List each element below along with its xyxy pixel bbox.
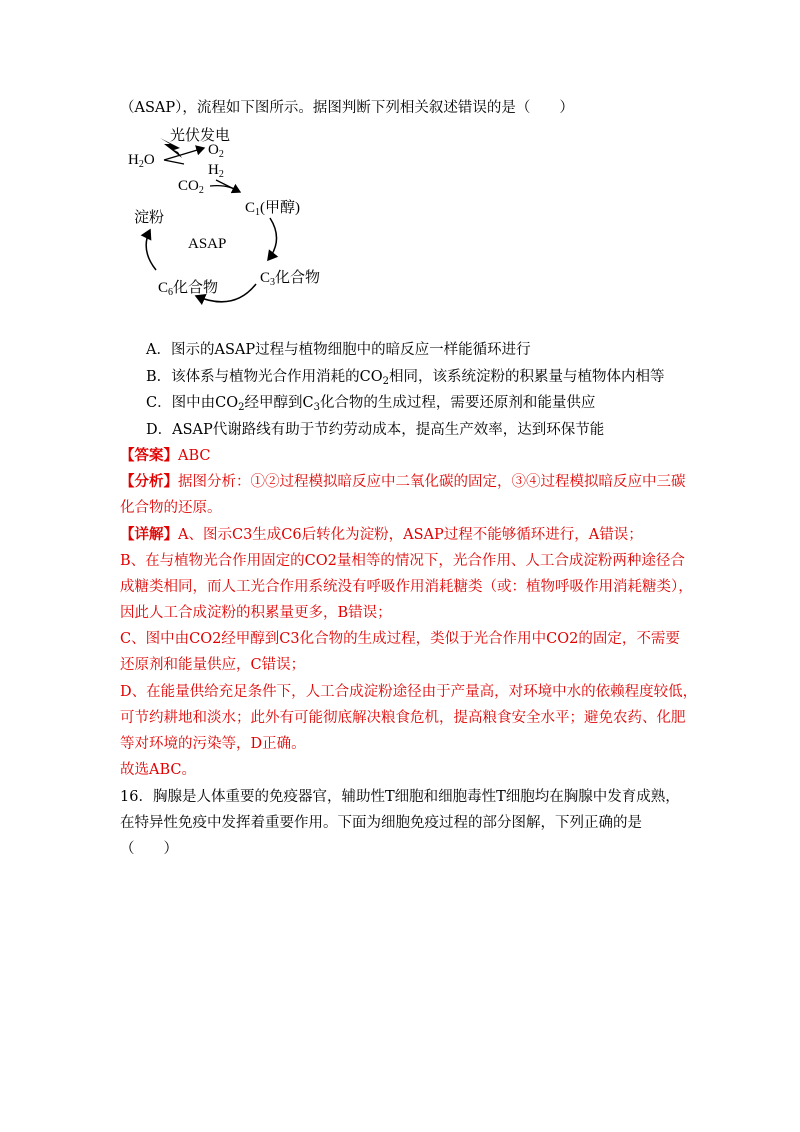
option-c: C．图中由$CO_2$经甲醇到$C_3$化合物的生成过程，需要还原剂和能量供应 <box>146 395 596 413</box>
detail-line-5: C、图中由CO2经甲醇到C3化合物的生成过程，类似于光合作用中CO2的固定，不需要 <box>120 631 680 647</box>
conclusion-line: 故选ABC。 <box>120 762 196 778</box>
question-16-line-1: 16．胸腺是人体重要的免疫器官，辅助性T细胞和细胞毒性T细胞均在胸腺中发育成熟， <box>120 789 680 805</box>
detail-line-2: B、在与植物光合作用固定的CO2量相等的情况下，光合作用、人工合成淀粉两种途径合 <box>120 553 685 569</box>
c1-label: $C_1$(甲醇) <box>245 200 301 218</box>
detail-line-8: 可节约耕地和淡水；此外有可能彻底解决粮食危机，提高粮食安全水平；避免农药、化肥 <box>120 710 686 726</box>
detail-line-6: 还原剂和能量供应，C错误； <box>120 657 306 673</box>
detail-line-4: 因此人工合成淀粉的积累量更多，B错误； <box>120 605 392 621</box>
arrow-to-h2 <box>164 160 184 164</box>
asap-flow-diagram <box>118 118 348 318</box>
answer-value: ABC <box>178 448 211 464</box>
c3-label: $C_3$化合物 <box>260 270 321 288</box>
arrow-c6-to-starch <box>146 230 156 270</box>
h2-label: $H_2$ <box>208 162 224 180</box>
asap-center-label: ASAP <box>188 236 227 252</box>
pv-label: 光伏发电 <box>170 128 231 144</box>
analysis-tag: 【分析】 <box>120 473 178 490</box>
option-a: A．图示的ASAP过程与植物细胞中的暗反应一样能循环进行 <box>146 342 531 358</box>
question-16-line-2: 在特异性免疫中发挥着重要作用。下面为细胞免疫过程的部分图解，下列正确的是 <box>120 815 642 831</box>
detail-line-7: D、在能量供给充足条件下，人工合成淀粉途径由于产量高，对环境中水的依赖程度较低， <box>120 684 698 700</box>
question-16-line-3: （ ） <box>120 841 178 857</box>
o2-label: $O_2$ <box>208 142 224 160</box>
arrow-co2-to-c1 <box>210 186 240 192</box>
detail-line-3: 成糖类相同，而人工光合作用系统没有呼吸作用消耗糖类（或：植物呼吸作用消耗糖类）， <box>120 579 693 595</box>
arrow-c1-to-c3 <box>268 218 277 260</box>
c6-label: $C_6$化合物 <box>158 280 219 298</box>
answer-tag: 【答案】 <box>120 447 178 464</box>
option-d: D．ASAP代谢路线有助于节约劳动成本，提高生产效率，达到环保节能 <box>146 422 605 438</box>
co2-label: $CO_2$ <box>178 178 204 196</box>
answer-line <box>120 446 211 466</box>
detail-tag: 【详解】 <box>120 526 178 543</box>
arrow-to-o2 <box>164 148 204 160</box>
detail-line-1: 【详解】A、图示C3生成C6后转化为淀粉，ASAP过程不能够循环进行，A错误； <box>120 526 643 543</box>
analysis-line-2: 化合物的还原。 <box>120 500 222 516</box>
analysis-line-1: 【分析】据图分析：①②过程模拟暗反应中二氧化碳的固定，③④过程模拟暗反应中三碳 <box>120 473 686 490</box>
option-b: B．该体系与植物光合作用消耗的$CO_2$相同，该系统淀粉的积累量与植物体内相等 <box>146 369 665 387</box>
starch-label: 淀粉 <box>134 210 165 226</box>
question-stem: （ASAP），流程如下图所示。据图判断下列相关叙述错误的是（ ） <box>120 100 574 116</box>
detail-line-9: 等对环境的污染等，D正确。 <box>120 736 306 752</box>
h2o-label: $H_2O$ <box>128 152 155 170</box>
